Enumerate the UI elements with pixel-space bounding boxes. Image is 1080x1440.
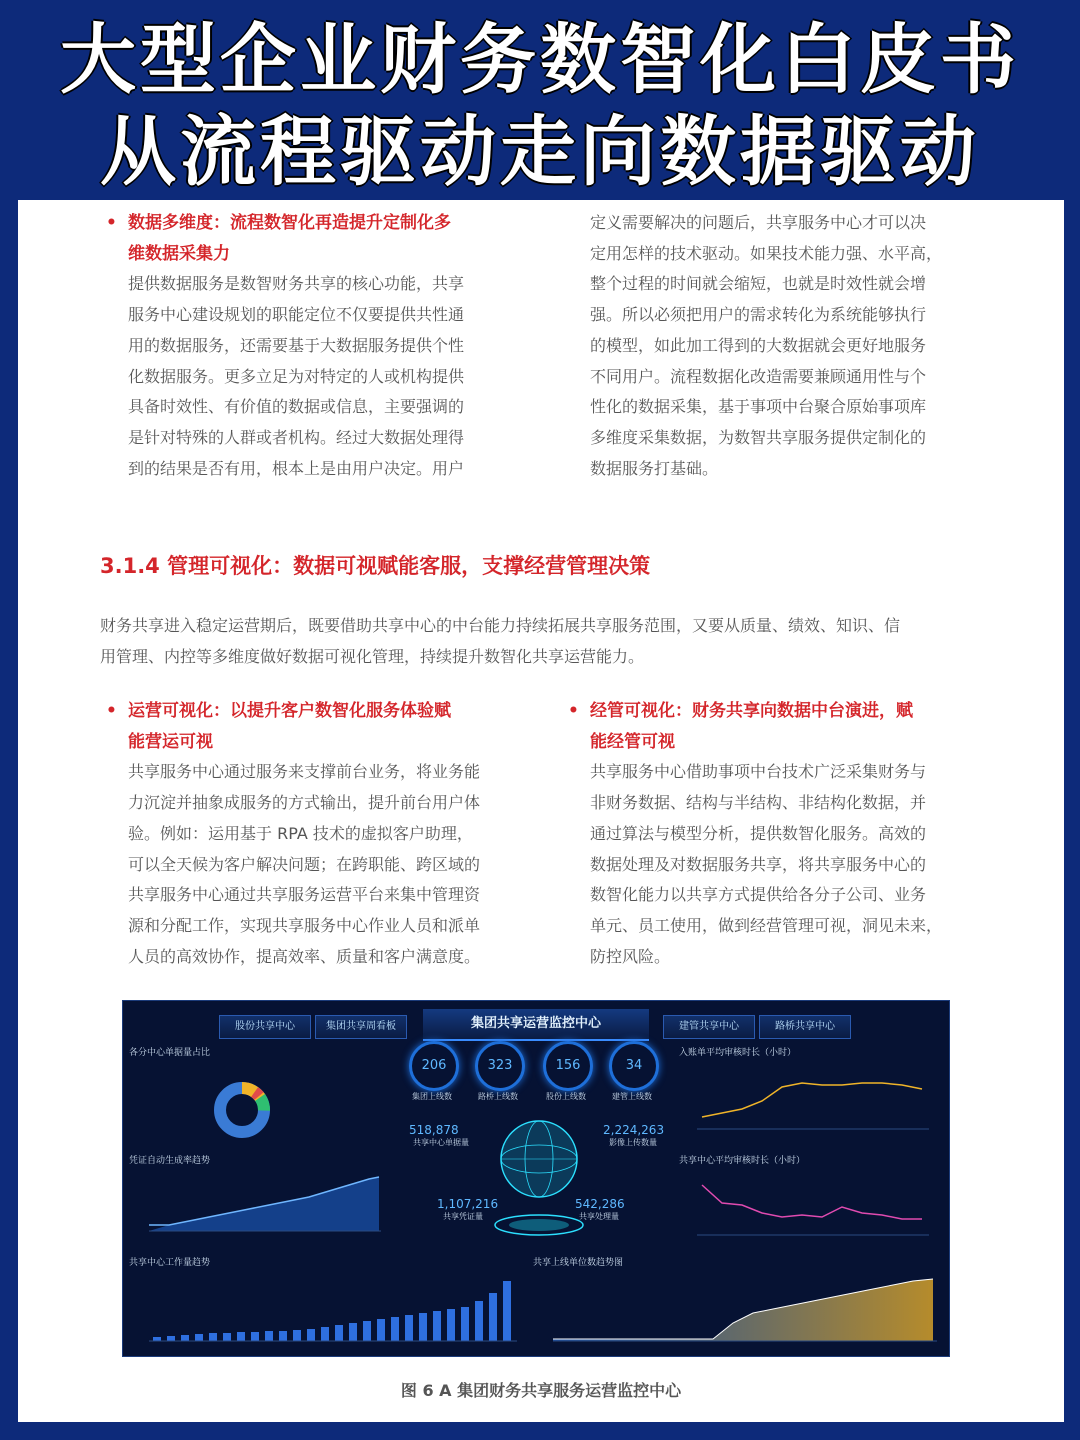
bullet-icon: • — [568, 701, 579, 721]
banner-title-line2: 从流程驱动走向数据驱动 — [100, 107, 980, 196]
mid-right-line-4: 数智化能力以共享方式提供给各分子公司、业务 — [590, 885, 927, 905]
stat-value-1: 2,224,263 — [603, 1123, 665, 1137]
banner-title-line1: 大型企业财务数智化白皮书 — [60, 15, 1020, 104]
panel-title-trend: 凭证自动生成率趋势 — [129, 1156, 211, 1166]
top-right-line-0: 定义需要解决的问题后，共享服务中心才可以决 — [590, 213, 927, 232]
mid-right-line-2: 通过算法与模型分析，提供数智化服务。高效的 — [590, 823, 927, 843]
top-right-line-8: 数据服务打基础。 — [590, 458, 719, 478]
top-left-line-0: 提供数据服务是数智财务共享的核心功能，共享 — [128, 274, 465, 294]
mid-left-line-2: 验。例如：运用基于 RPA 技术的虚拟客户助理， — [128, 823, 473, 843]
mid-right-line-1: 非财务数据、结构与半结构、非结构化数据，并 — [590, 793, 927, 813]
mid-right-line-5: 单元、员工使用，做到经营管理可视，洞见未来， — [590, 915, 943, 935]
top-left-heading: • 数据多维度：流程数智化再造提升定制化多 维数据采集力 — [128, 208, 528, 269]
bullet-icon: • — [106, 701, 117, 721]
ring-bridge: 323 — [475, 1041, 525, 1091]
center-time-line-chart — [697, 1173, 937, 1241]
mid-right-line-0: 共享服务中心借助事项中台技术广泛采集财务与 — [590, 762, 927, 782]
mid-left-line-5: 源和分配工作，实现共享服务中心作业人员和派单 — [128, 915, 481, 935]
stat-label-2: 共享凭证量 — [443, 1212, 483, 1221]
ring-label-construction: 建管上线数 — [612, 1092, 652, 1101]
top-left-column — [106, 208, 528, 484]
panel-title-online: 共享上线单位数趋势图 — [533, 1258, 624, 1268]
mid-left-line-3: 可以全天候为客户解决问题；在跨职能、跨区域的 — [128, 854, 481, 874]
stat-label-1: 影像上传数量 — [609, 1138, 657, 1147]
panel-title-avg-time: 入账单平均审核时长（小时） — [679, 1048, 797, 1058]
mid-right-column — [568, 696, 990, 972]
tab-bridge-center[interactable]: 路桥共享中心 — [759, 1015, 851, 1039]
trend-area-chart — [149, 1169, 389, 1239]
ring-group: 206 — [409, 1041, 459, 1091]
top-left-line-1: 服务中心建设规划的职能定位不仅要提供共性通 — [128, 305, 465, 325]
section-intro — [100, 610, 980, 672]
mid-right-heading: • 经管可视化：财务共享向数据中台演进，赋 能经管可视 — [590, 696, 990, 757]
tab-group-weekly[interactable]: 集团共享周看板 — [315, 1015, 407, 1039]
ring-label-bridge: 路桥上线数 — [478, 1092, 518, 1101]
panel-title-center-time: 共享中心平均审核时长（小时） — [679, 1156, 806, 1166]
top-left-line-6: 到的结果是否有用，根本上是由用户决定。用户 — [128, 458, 465, 478]
top-right-line-3: 强。所以必须把用户的需求转化为系统能够执行 — [590, 305, 927, 325]
top-right-line-5: 不同用户。流程数据化改造需要兼顾通用性与个 — [590, 366, 927, 386]
tab-stock-center[interactable]: 股份共享中心 — [219, 1015, 311, 1039]
mid-right-line-6: 防控风险。 — [590, 946, 671, 966]
top-right-line-7: 多维度采集数据，为数智共享服务提供定制化的 — [590, 427, 927, 447]
mid-left-line-6: 人员的高效协作，提高效率、质量和客户满意度。 — [128, 946, 481, 966]
mid-left-heading: • 运营可视化：以提升客户数智化服务体验赋 能营运可视 — [128, 696, 528, 757]
mid-left-column — [106, 696, 528, 972]
top-right-line-4: 的模型，如此加工得到的大数据就会更好地服务 — [590, 335, 927, 355]
panel-title-pie: 各分中心单据量占比 — [129, 1048, 211, 1058]
top-left-line-4: 具备时效性、有价值的数据或信息，主要强调的 — [128, 397, 465, 417]
mid-left-line-1: 力沉淀并抽象成服务的方式输出，提升前台用户体 — [128, 793, 481, 813]
dashboard-title: 集团共享运营监控中心 — [423, 1009, 649, 1041]
banner — [0, 0, 1080, 200]
stat-value-0: 518,878 — [409, 1123, 459, 1137]
section-title: 3.1.4 管理可视化：数据可视赋能客服，支撑经营管理决策 — [100, 554, 651, 578]
stat-value-2: 1,107,216 — [437, 1197, 499, 1211]
avg-time-line-chart — [697, 1063, 937, 1135]
ring-label-stock: 股份上线数 — [546, 1092, 586, 1101]
intro-line-1: 用管理、内控等多维度做好数据可视化管理，持续提升数智化共享运营能力。 — [100, 647, 645, 666]
top-left-line-2: 用的数据服务，还需要基于大数据服务提供个性 — [128, 335, 465, 355]
top-right-line-2: 整个过程的时间就会缩短，也就是时效性就会增 — [590, 274, 927, 294]
mid-right-line-3: 数据处理及对数据服务共享，将共享服务中心的 — [590, 854, 927, 874]
donut-chart — [209, 1077, 275, 1143]
mid-left-line-4: 共享服务中心通过共享服务运营平台来集中管理资 — [128, 885, 481, 905]
top-left-line-5: 是针对特殊的人群或者机构。经过大数据处理得 — [128, 427, 465, 447]
top-right-line-1: 定用怎样的技术驱动。如果技术能力强、水平高， — [590, 243, 943, 263]
dashboard-figure — [122, 1000, 950, 1357]
bullet-icon: • — [106, 213, 117, 233]
figure-caption: 图 6 A 集团财务共享服务运营监控中心 — [400, 1381, 682, 1400]
workload-bar-chart — [149, 1271, 519, 1349]
ring-construction: 34 — [609, 1041, 659, 1091]
top-right-column — [590, 208, 990, 484]
online-area-chart — [553, 1271, 943, 1349]
stat-label-0: 共享中心单据量 — [413, 1138, 469, 1147]
top-right-line-6: 性化的数据采集，基于事项中台聚合原始事项库 — [590, 397, 927, 417]
stat-label-3: 共享处理量 — [579, 1212, 619, 1221]
panel-title-workload: 共享中心工作量趋势 — [129, 1258, 211, 1268]
stat-value-3: 542,286 — [575, 1197, 625, 1211]
top-left-line-3: 化数据服务。更多立足为对特定的人或机构提供 — [128, 366, 465, 386]
globe-graphic — [491, 1113, 587, 1243]
document-page — [18, 200, 1064, 1422]
ring-stock: 156 — [543, 1041, 593, 1091]
mid-left-line-0: 共享服务中心通过服务来支撑前台业务，将业务能 — [128, 762, 481, 782]
ring-label-group: 集团上线数 — [412, 1092, 452, 1101]
intro-line-0: 财务共享进入稳定运营期后，既要借助共享中心的中台能力持续拓展共享服务范围，又要从质量、绩效、知识、信 — [100, 616, 901, 635]
tab-construction-center[interactable]: 建管共享中心 — [663, 1015, 755, 1039]
